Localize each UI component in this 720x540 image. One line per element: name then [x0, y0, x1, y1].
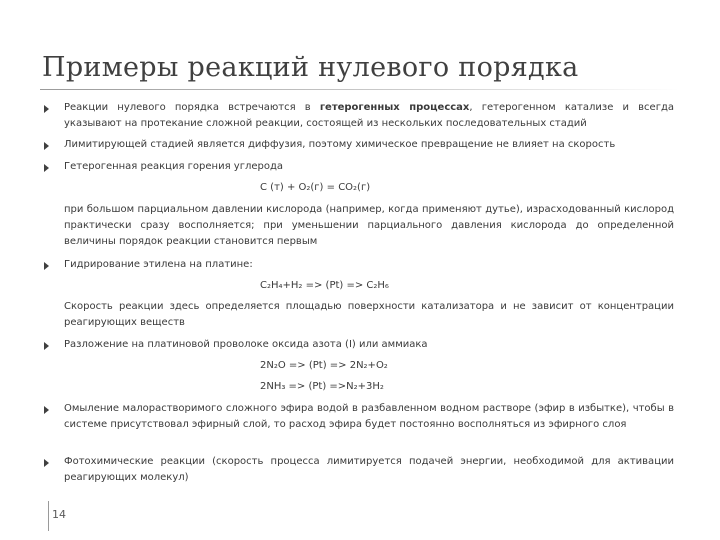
bullet-item-7: Фотохимические реакции (скорость процесса лимитируется подачей энергии, необходимой для активации реагирующих молекул): [64, 456, 674, 483]
bullet-arrow-icon: [44, 142, 49, 150]
bullet-arrow-icon: [44, 342, 49, 350]
bullet-item-5: Разложение на платиновой проволоке оксида азота (I) или аммиака: [64, 339, 428, 350]
note-ethylene-hydrogenation: Скорость реакции здесь определяется площадью поверхности катализатора и не зависит от концентрации реагирующих веществ: [64, 301, 674, 328]
bullet-item-1-rest: , гетерогенном катализе и всегда указывают на протекание сложной реакции, состоящей из нескольких последовательных стадий: [64, 102, 674, 129]
footer-divider: [48, 501, 49, 531]
bullet-arrow-icon: [44, 406, 49, 414]
page-number: 14: [52, 508, 66, 521]
bullet-arrow-icon: [44, 459, 49, 467]
equation-nh3-decomposition: 2NH₃ => (Pt) =>N₂+3H₂: [260, 381, 384, 392]
bullet-item-6: Омыление малорастворимого сложного эфира водой в разбавленном водном растворе (эфир в избытке), чтобы в системе присутствовал эфирный слой, то расход эфира будет постоянно восполняться из эфирного слоя: [64, 403, 674, 430]
bullet-item-2: Лимитирующей стадией является диффузия, поэтому химическое превращение не влияет на скорость: [64, 139, 616, 150]
bullet-arrow-icon: [44, 164, 49, 172]
bullet-item-1-emphasis: гетерогенных процессах: [319, 102, 470, 113]
bullet-item-1: [64, 100, 674, 132]
equation-carbon-combustion: C (т) + O₂(г) = CO₂(г): [260, 182, 371, 193]
slide-title: Примеры реакций нулевого порядка: [42, 52, 579, 83]
equation-ethylene-hydrogenation: C₂H₄+H₂ => (Pt) => C₂H₆: [260, 280, 389, 291]
bullet-item-3: Гетерогенная реакция горения углерода: [64, 161, 283, 172]
note-carbon-combustion: при большом парциальном давлении кислорода (например, когда применяют дутье), израсходованный кислород практически сразу восполняется; при уменьшении парциального давления кислорода до определенной величины порядок реакции становится первым: [64, 204, 674, 247]
bullet-arrow-icon: [44, 105, 49, 113]
bullet-item-1-lead: Реакции нулевого порядка встречаются в: [64, 102, 320, 113]
equation-n2o-decomposition: 2N₂O => (Pt) => 2N₂+O₂: [260, 360, 388, 371]
bullet-item-4: Гидрирование этилена на платине:: [64, 259, 253, 270]
bullet-arrow-icon: [44, 262, 49, 270]
